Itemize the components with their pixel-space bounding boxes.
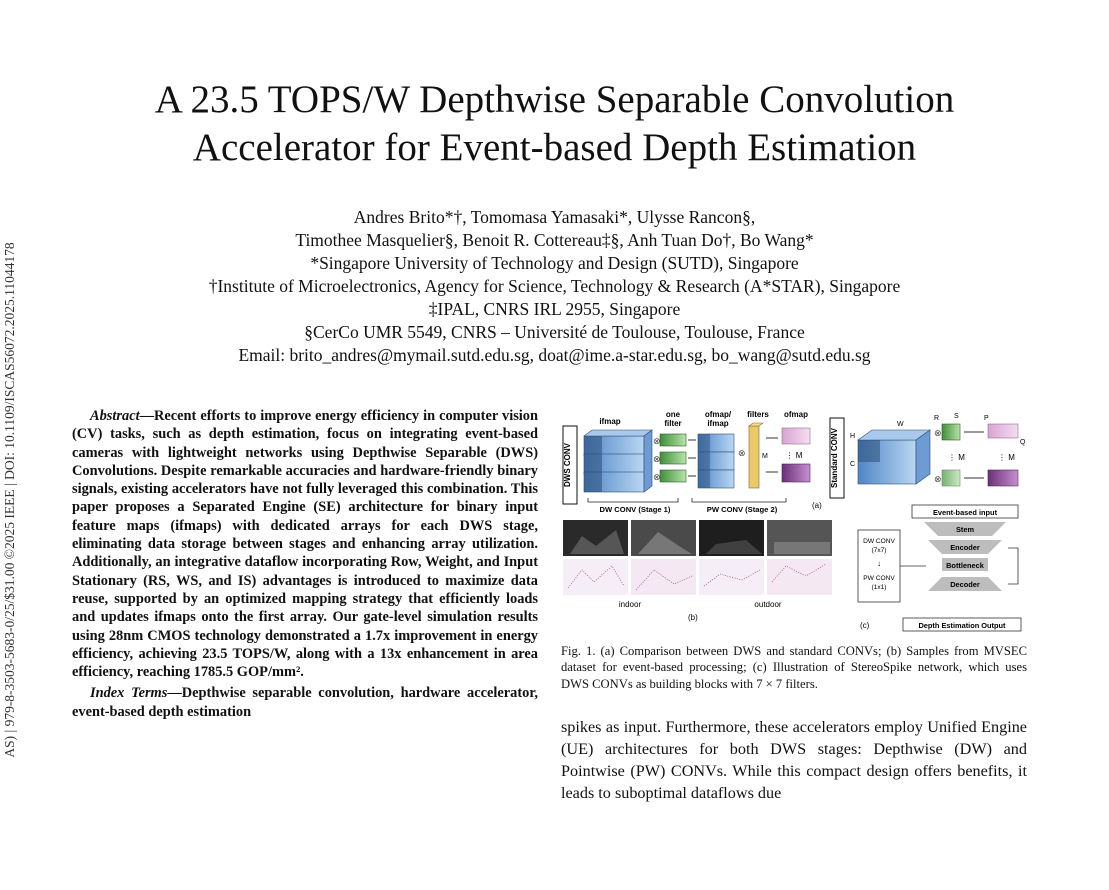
dws-conv-panel <box>563 410 810 514</box>
dim-p: P <box>984 415 989 422</box>
outdoor-label: outdoor <box>754 600 782 609</box>
paper-title <box>0 76 1109 172</box>
bottleneck-label: Bottleneck <box>946 561 984 570</box>
pw-filters <box>738 423 768 488</box>
svg-text:⊗: ⊗ <box>738 448 746 458</box>
decoder-label: Decoder <box>950 580 980 589</box>
index-terms-label: Index Terms <box>90 685 168 702</box>
author-line: Andres Brito*†, Tomomasa Yamasaki*, Ulysse Rancon§, <box>353 207 756 227</box>
figure-1 <box>560 406 1028 636</box>
encoder-label: Encoder <box>950 543 980 552</box>
ofmap-ifmap-label-2: ifmap <box>707 419 729 428</box>
abstract-paragraph <box>72 407 538 681</box>
abstract-section <box>72 407 538 721</box>
filters-label: filters <box>747 410 769 419</box>
title-line-1: A 23.5 TOPS/W Depthwise Separable Convolution <box>154 78 955 121</box>
dim-q: Q <box>1020 439 1026 446</box>
svg-text:↓: ↓ <box>877 559 881 568</box>
affiliation-line: ‡IPAL, CNRS IRL 2955, Singapore <box>428 299 681 319</box>
body-paragraph: spikes as input. Furthermore, these accelerators employ Unified Engine (UE) architectures for both DWS stages: Depthwise (DW) and Pointwise (PW) CONVs. While this compact design offers benefits, it leads to suboptimal dataflows due <box>561 718 1027 802</box>
output-tensor <box>766 428 810 482</box>
svg-text:⋮ M: ⋮ M <box>785 451 803 460</box>
ifmap-label: ifmap <box>599 417 621 426</box>
title-line-2: Accelerator for Event-based Depth Estimation <box>192 126 917 169</box>
index-terms <box>72 684 538 721</box>
affiliation-line: §CerCo UMR 5549, CNRS – Université de Toulouse, Toulouse, France <box>304 322 805 342</box>
svg-text:⋮ M: ⋮ M <box>998 453 1015 462</box>
pw-stage-label: PW CONV (Stage 2) <box>706 505 778 514</box>
svg-text:⊗: ⊗ <box>653 472 661 482</box>
svg-text:⋮ M: ⋮ M <box>948 453 965 462</box>
event-input-label: Event-based input <box>932 508 998 517</box>
ifmap-tensor <box>584 430 652 492</box>
index-terms-text: —Depthwise separable convolution, hardware accelerator, event-based depth estimation <box>72 685 538 720</box>
pw-conv-size: (1x1) <box>871 584 887 591</box>
svg-text:⊗: ⊗ <box>934 428 942 438</box>
dws-conv-label: DWS CONV <box>563 443 572 487</box>
dim-w: W <box>897 421 904 428</box>
email-line: Email: brito_andres@mymail.sutd.edu.sg, doat@ime.a-star.edu.sg, bo_wang@sutd.edu.sg <box>238 345 871 365</box>
ofmap-label: ofmap <box>784 410 808 419</box>
dim-s: S <box>954 413 959 420</box>
dw-conv-size: (7x7) <box>871 547 887 554</box>
abstract-label: Abstract <box>90 408 140 424</box>
affiliation-line: *Singapore University of Technology and Design (SUTD), Singapore <box>310 253 799 273</box>
dim-r: R <box>934 415 940 422</box>
panel-c-label: (c) <box>860 621 870 630</box>
one-filter-label: one <box>665 410 681 419</box>
dw-stage-label: DW CONV (Stage 1) <box>599 505 671 514</box>
paper-identifier: AS) | 979-8-3503-5683-0/25/$31.00 ©2025 IEEE | DOI: 10.1109/ISCAS56072.2025.11044178 <box>2 242 17 758</box>
pw-conv-label: PW CONV <box>863 575 895 582</box>
affiliation-line: †Institute of Microelectronics, Agency for Science, Technology & Research (A*STAR), Singapore <box>208 276 901 296</box>
dim-c: C <box>850 461 856 468</box>
dim-h: H <box>850 433 856 440</box>
panel-a-label: (a) <box>812 501 822 510</box>
dw-conv-label: DW CONV <box>863 538 895 545</box>
standard-conv-label: Standard CONV <box>830 427 839 489</box>
standard-ifmap <box>850 421 930 484</box>
dataset-samples-panel <box>563 520 832 622</box>
stem-label: Stem <box>955 525 975 534</box>
svg-text:⊗: ⊗ <box>934 474 942 484</box>
dw-filters <box>653 434 696 482</box>
author-line: Timothee Masquelier§, Benoit R. Cottereau‡§, Anh Tuan Do†, Bo Wang* <box>295 230 814 250</box>
indoor-label: indoor <box>618 600 642 609</box>
network-panel <box>858 505 1021 631</box>
svg-text:M: M <box>762 453 768 460</box>
abstract-text: —Recent efforts to improve energy efficiency in computer vision (CV) tasks, such as depth estimation, focus on integrating event-based cameras with lightweight networks using Depthwise Separable (DWS) Convolutions. Despite remarkable accuracies and hardware-friendly binary signals, existing accelerators have not fully leveraged this combination. This paper proposes a Separated Engine (SE) architecture for binary input feature maps (ifmaps) with dedicated arrays for each DWS stage, eliminating data storage between stages and enhancing array utilization. Additionally, an integrative dataflow incorporating Row, Weight, and Input Stationary (RS, WS, and IS) advantages is introduced to maximize data reuse, supported by an optimized mapping strategy that efficiently loads and updates ifmaps onto the first array. Our gate-level simulation results using 28nm CMOS technology demonstrated a 1.7x improvement in energy efficiency, achieving 23.5 TOPS/W, along with a 13x enhancement in area efficiency, reaching 1785.5 GOP/mm². <box>72 408 538 681</box>
author-block <box>0 206 1109 367</box>
ofmap-ifmap-label: ofmap/ <box>704 410 732 419</box>
figure-caption: Fig. 1. (a) Comparison between DWS and standard CONVs; (b) Samples from MVSEC dataset for event-based processing; (c) Illustration of StereoSpike network, which uses DWS CONVs as building blocks with 7 × 7 filters. <box>561 644 1027 691</box>
one-filter-label-2: filter <box>664 419 682 428</box>
svg-text:⊗: ⊗ <box>653 436 661 446</box>
standard-ofmap <box>964 415 1026 486</box>
panel-b-label: (b) <box>688 613 698 622</box>
standard-conv-panel <box>812 413 1026 510</box>
intermediate-tensor <box>698 434 734 488</box>
output-label: Depth Estimation Output <box>918 621 1006 630</box>
svg-text:⊗: ⊗ <box>653 454 661 464</box>
standard-filters <box>934 413 965 486</box>
